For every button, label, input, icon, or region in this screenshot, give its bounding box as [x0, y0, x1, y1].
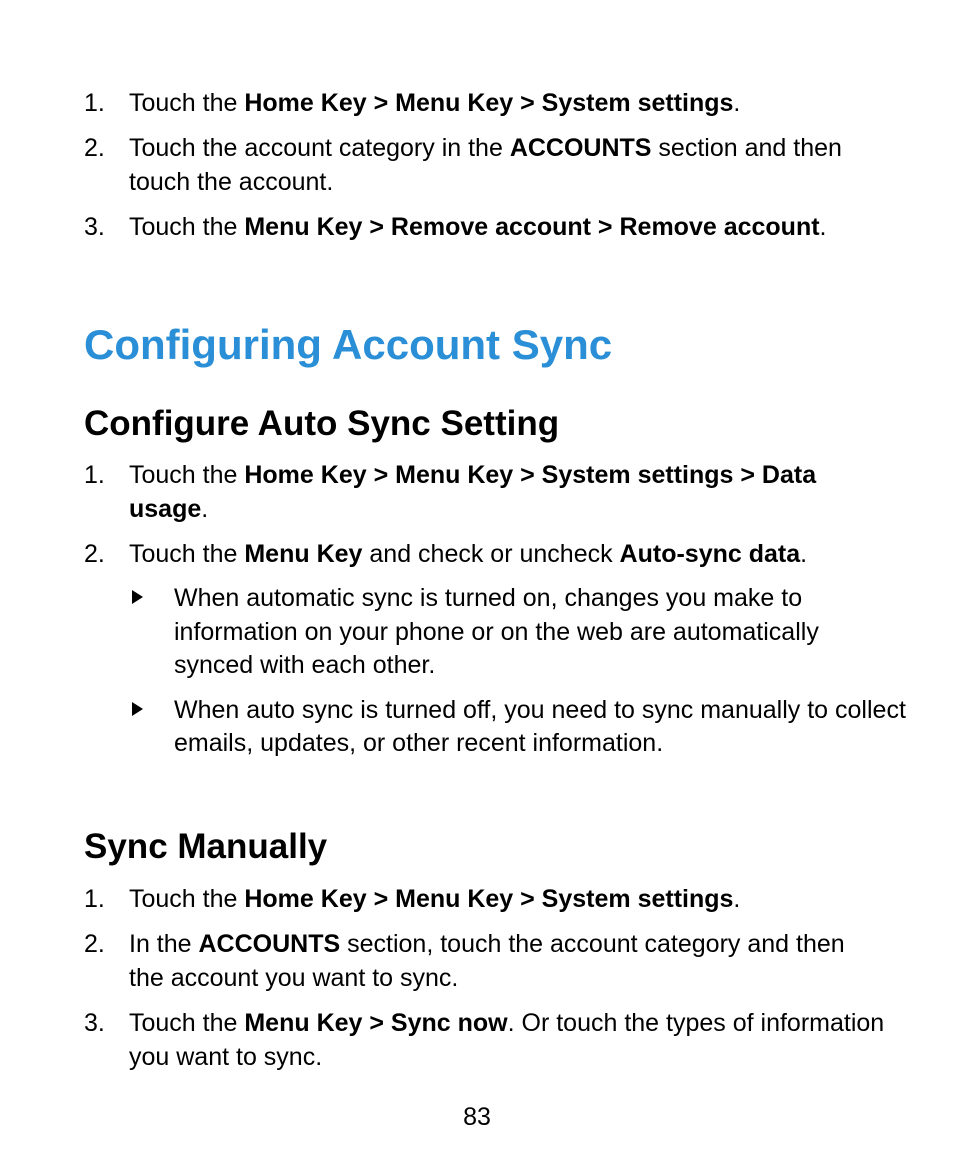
step-2: [84, 131, 884, 199]
step-bold-text: Home Key > Menu Key > System settings: [244, 885, 734, 913]
step-text: .: [201, 495, 209, 523]
step-number: 2.: [84, 540, 105, 568]
step-bold-text: ACCOUNTS: [509, 134, 652, 162]
step-text: Touch the: [129, 885, 245, 913]
step-text: In the: [129, 930, 199, 958]
step-number: 3.: [84, 213, 105, 241]
step-text: .: [819, 213, 827, 241]
triangle-bullet-icon: [132, 590, 143, 604]
step-number: 3.: [84, 1009, 105, 1037]
bullet-text: When automatic sync is turned on, changes you make to information on your phone or on the web are automatically synced with each other.: [174, 584, 819, 679]
step-text: Touch the: [129, 213, 245, 241]
step-text: .: [733, 885, 741, 913]
step-bold-text: ACCOUNTS: [198, 930, 341, 958]
triangle-bullet-icon: [132, 702, 143, 716]
step-2: [84, 537, 869, 571]
step-text: .: [800, 540, 808, 568]
step-bold-text: Menu Key: [244, 540, 363, 568]
step-1: [84, 882, 884, 916]
manual-sync-steps: [84, 882, 884, 1074]
step-number: 2.: [84, 930, 105, 958]
bullet-item: [84, 582, 874, 683]
step-bold-text: Menu Key > Remove account > Remove account: [244, 213, 820, 241]
step-number: 2.: [84, 134, 105, 162]
step-bold-text: Home Key > Menu Key > System settings > Data usage: [129, 461, 817, 523]
section-title: Configuring Account Sync: [84, 321, 613, 368]
step-bold-text: Home Key > Menu Key > System settings: [244, 89, 734, 117]
step-text: Touch the account category in the: [129, 134, 510, 162]
step-number: 1.: [84, 885, 105, 913]
subsection-title-manual-sync: Sync Manually: [84, 827, 328, 866]
bullet-text: When auto sync is turned off, you need to sync manually to collect emails, updates, or other recent information.: [174, 695, 906, 757]
step-text: section and then touch the account.: [129, 134, 842, 196]
step-3: [84, 1006, 889, 1074]
step-1: [84, 86, 884, 120]
step-text: section, touch the account category and then the account you want to sync.: [129, 930, 845, 992]
page-number: 83: [463, 1103, 491, 1131]
step-bold-text: Auto-sync data: [619, 540, 801, 568]
step-2: [84, 927, 884, 995]
step-1: [84, 458, 889, 526]
step-bold-text: Menu Key > Sync now: [244, 1009, 508, 1037]
remove-account-steps: [84, 86, 884, 244]
step-text: Touch the: [129, 540, 245, 568]
auto-sync-steps: [84, 458, 906, 761]
step-text: . Or touch the types of information you want to sync.: [129, 1009, 885, 1071]
step-text: Touch the: [129, 1009, 245, 1037]
step-number: 1.: [84, 89, 105, 117]
step-text: Touch the: [129, 89, 245, 117]
subsection-title-auto-sync: Configure Auto Sync Setting: [84, 404, 560, 443]
step-text: Touch the: [129, 461, 245, 489]
step-text: .: [733, 89, 741, 117]
step-text: and check or uncheck: [362, 540, 620, 568]
bullet-item: [84, 694, 954, 761]
step-number: 1.: [84, 461, 105, 489]
step-3: [84, 210, 839, 244]
